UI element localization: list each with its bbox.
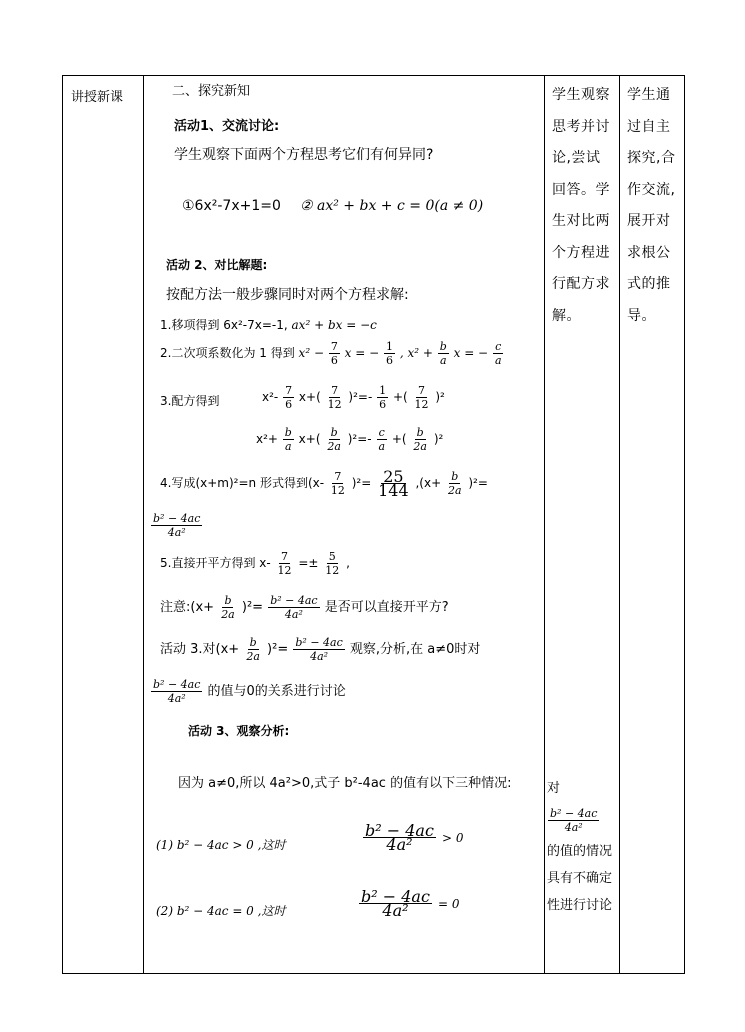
student-activity-text: 学生观察思考并讨论,尝试回答。学生对比两个方程进行配方求解。: [552, 87, 610, 324]
content-cell: [144, 76, 545, 974]
case-2-result: $\frac{\text{b² − 4ac}}{\text{4a²}}$ = 0: [361, 887, 460, 920]
design-intent-cell: [620, 76, 685, 974]
activity1-prompt: 学生观察下面两个方程思考它们有何异同?: [174, 147, 434, 163]
activity1-title: 活动1、交流讨论:: [174, 119, 280, 134]
design-intent-text: 学生通过自主探究,合作交流,展开对求根公式的推导。: [627, 87, 676, 324]
case-1: (1) b² − 4ac > 0 ,这时: [156, 838, 286, 852]
lesson-table: [62, 75, 685, 974]
step-4: 4.写成(x+m)²=n 形式得到(x- $\frac{7}{12}$ )²= $\frac{25}{144}$ ,(x+ $\frac{b}{2a}$ )²=: [160, 467, 488, 500]
uncertainty-note: 对 $\frac{\text{b² − 4ac}}{\text{4a²}}$ 的值的情况具有不确定性进行讨论: [547, 781, 613, 913]
stage-label: 讲授新课: [71, 90, 124, 105]
stage-cell: [63, 76, 144, 974]
case-2: (2) b² − 4ac = 0 ,这时: [156, 904, 286, 918]
case-1-result: $\frac{\text{b² − 4ac}}{\text{4a²}}$ > 0: [365, 821, 464, 854]
step-1: 1.移项得到 6x²-7x=-1, ax² + bx = −c: [160, 318, 377, 332]
equation-1: ①6x²-7x+1=0: [182, 198, 281, 214]
activity3-title: 活动 3、观察分析:: [188, 724, 290, 738]
analysis-text: 因为 a≠0,所以 4a²>0,式子 b²-4ac 的值有以下三种情况:: [178, 776, 512, 791]
note-line: 注意:(x+ $\frac{b}{2a}$ )²= $\frac{\text{b² − 4ac}}{\text{4a²}}$ 是否可以直接开平方?: [160, 594, 449, 621]
step-3-label: 3.配方得到: [160, 394, 220, 408]
activity2-prompt: 按配方法一般步骤同时对两个方程求解:: [166, 287, 409, 303]
activity3-intro: 活动 3.对(x+ $\frac{b}{2a}$ )²= $\frac{\text{b² − 4ac}}{\text{4a²}}$ 观察,分析,在 a≠0时对: [160, 636, 481, 663]
equation-2: ② ax² + bx + c = 0(a ≠ 0): [300, 198, 484, 214]
section-title: 二、探究新知: [172, 84, 251, 99]
activity3-intro-2: $\frac{\text{b² − 4ac}}{\text{4a²}}$ 的值与0的关系进行讨论: [153, 678, 346, 705]
activity2-title: 活动 2、对比解题:: [166, 258, 268, 272]
step-3-line2: x²+ $\frac{b}{a}$ x+( $\frac{b}{2a}$ )²=- $\frac{c}{a}$ +( $\frac{b}{2a}$ )²: [256, 426, 444, 453]
step-4-result: $\frac{\text{b² − 4ac}}{\text{4a²}}$: [153, 512, 201, 539]
step-2: 2.二次项系数化为 1 得到 x² − $\frac{7}{6}$ x = − $\frac{1}{6}$ , x² + $\frac{b}{a}$ x = − $\frac{c}{a}$: [160, 340, 502, 367]
student-activity-cell: [545, 76, 620, 974]
step-5: 5.直接开平方得到 x- $\frac{7}{12}$ =± $\frac{5}{12}$ ,: [160, 550, 350, 577]
step-3-line1: x²- $\frac{7}{6}$ x+( $\frac{7}{12}$ )²=- $\frac{1}{6}$ +( $\frac{7}{12}$ )²: [262, 384, 445, 411]
